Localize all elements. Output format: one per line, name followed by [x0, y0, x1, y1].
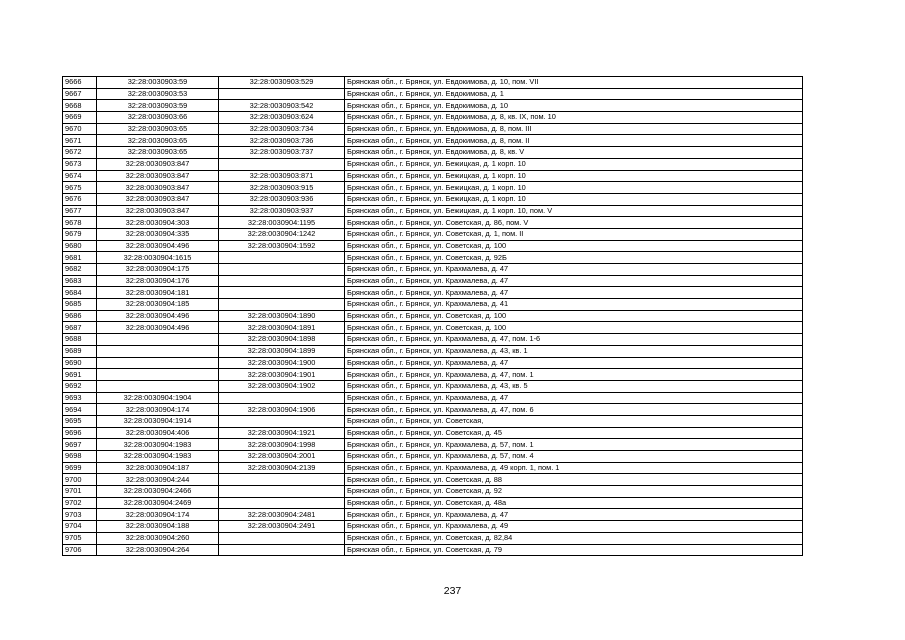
row-number-cell: 9705 — [63, 532, 97, 544]
premises-cadastral-number-cell: 32:28:0030904:2139 — [219, 462, 345, 474]
address-cell: Брянская обл., г. Брянск, ул. Бежицкая, д. 1 корп. 10, пом. V — [345, 205, 803, 217]
cadastral-number-cell: 32:28:0030904:303 — [97, 217, 219, 229]
address-cell: Брянская обл., г. Брянск, ул. Бежицкая, д. 1 корп. 10 — [345, 182, 803, 194]
row-number-cell: 9670 — [63, 123, 97, 135]
address-cell: Брянская обл., г. Брянск, ул. Евдокимова, д. 8, кв. V — [345, 147, 803, 159]
row-number-cell: 9681 — [63, 252, 97, 264]
address-cell: Брянская обл., г. Брянск, ул. Советская, д. 48а — [345, 497, 803, 509]
premises-cadastral-number-cell: 32:28:0030904:1906 — [219, 404, 345, 416]
table-row — [63, 486, 803, 498]
address-cell: Брянская обл., г. Брянск, ул. Советская, д. 82,84 — [345, 532, 803, 544]
address-cell: Брянская обл., г. Брянск, ул. Крахмалева, д. 57, пом. 1 — [345, 439, 803, 451]
row-number-cell: 9666 — [63, 77, 97, 89]
premises-cadastral-number-cell: 32:28:0030904:1921 — [219, 427, 345, 439]
premises-cadastral-number-cell: 32:28:0030903:936 — [219, 193, 345, 205]
table-row — [63, 112, 803, 124]
cadastral-number-cell: 32:28:0030904:335 — [97, 228, 219, 240]
premises-cadastral-number-cell: 32:28:0030903:737 — [219, 147, 345, 159]
table-row — [63, 240, 803, 252]
premises-cadastral-number-cell — [219, 486, 345, 498]
premises-cadastral-number-cell: 32:28:0030904:2001 — [219, 451, 345, 463]
row-number-cell: 9702 — [63, 497, 97, 509]
address-cell: Брянская обл., г. Брянск, ул. Крахмалева, д. 49 — [345, 521, 803, 533]
table-row — [63, 521, 803, 533]
address-cell: Брянская обл., г. Брянск, ул. Евдокимова, д. 10 — [345, 100, 803, 112]
cadastral-number-cell: 32:28:0030904:406 — [97, 427, 219, 439]
table-row — [63, 451, 803, 463]
table-row — [63, 193, 803, 205]
cadastral-number-cell: 32:28:0030904:1983 — [97, 451, 219, 463]
address-cell: Брянская обл., г. Брянск, ул. Крахмалева, д. 41 — [345, 299, 803, 311]
table-row — [63, 135, 803, 147]
cadastral-number-cell — [97, 357, 219, 369]
row-number-cell: 9671 — [63, 135, 97, 147]
premises-cadastral-number-cell — [219, 88, 345, 100]
table-row — [63, 380, 803, 392]
table-row — [63, 509, 803, 521]
row-number-cell: 9697 — [63, 439, 97, 451]
cadastral-number-cell: 32:28:0030904:188 — [97, 521, 219, 533]
address-cell: Брянская обл., г. Брянск, ул. Советская, д. 1, пом. II — [345, 228, 803, 240]
premises-cadastral-number-cell — [219, 252, 345, 264]
table-row — [63, 474, 803, 486]
premises-cadastral-number-cell: 32:28:0030904:1891 — [219, 322, 345, 334]
table-row — [63, 205, 803, 217]
table-row — [63, 357, 803, 369]
address-cell: Брянская обл., г. Брянск, ул. Крахмалева, д. 47 — [345, 392, 803, 404]
cadastral-number-cell: 32:28:0030904:264 — [97, 544, 219, 556]
row-number-cell: 9672 — [63, 147, 97, 159]
address-cell: Брянская обл., г. Брянск, ул. Крахмалева, д. 47, пом. 6 — [345, 404, 803, 416]
address-cell: Брянская обл., г. Брянск, ул. Советская, — [345, 415, 803, 427]
premises-cadastral-number-cell — [219, 474, 345, 486]
row-number-cell: 9677 — [63, 205, 97, 217]
row-number-cell: 9690 — [63, 357, 97, 369]
premises-cadastral-number-cell — [219, 544, 345, 556]
cadastral-number-cell: 32:28:0030903:65 — [97, 147, 219, 159]
cadastral-number-cell: 32:28:0030903:847 — [97, 158, 219, 170]
row-number-cell: 9698 — [63, 451, 97, 463]
cadastral-number-cell: 32:28:0030904:260 — [97, 532, 219, 544]
premises-cadastral-number-cell: 32:28:0030903:624 — [219, 112, 345, 124]
table-row — [63, 275, 803, 287]
table-row — [63, 462, 803, 474]
table-row — [63, 439, 803, 451]
address-cell: Брянская обл., г. Брянск, ул. Бежицкая, д. 1 корп. 10 — [345, 170, 803, 182]
cadastral-number-cell: 32:28:0030903:847 — [97, 193, 219, 205]
address-cell: Брянская обл., г. Брянск, ул. Крахмалева, д. 47 — [345, 509, 803, 521]
address-cell: Брянская обл., г. Брянск, ул. Советская, д. 100 — [345, 322, 803, 334]
address-cell: Брянская обл., г. Брянск, ул. Крахмалева, д. 47 — [345, 287, 803, 299]
row-number-cell: 9694 — [63, 404, 97, 416]
cadastral-number-cell: 32:28:0030904:1904 — [97, 392, 219, 404]
cadastral-number-cell — [97, 380, 219, 392]
address-cell: Брянская обл., г. Брянск, ул. Бежицкая, д. 1 корп. 10 — [345, 193, 803, 205]
premises-cadastral-number-cell: 32:28:0030904:1901 — [219, 369, 345, 381]
premises-cadastral-number-cell: 32:28:0030903:915 — [219, 182, 345, 194]
row-number-cell: 9686 — [63, 310, 97, 322]
cadastral-number-cell: 32:28:0030904:176 — [97, 275, 219, 287]
table-row — [63, 158, 803, 170]
row-number-cell: 9676 — [63, 193, 97, 205]
premises-cadastral-number-cell: 32:28:0030903:734 — [219, 123, 345, 135]
table-row — [63, 88, 803, 100]
cadastral-number-cell: 32:28:0030904:244 — [97, 474, 219, 486]
row-number-cell: 9703 — [63, 509, 97, 521]
cadastral-number-cell: 32:28:0030904:496 — [97, 310, 219, 322]
cadastral-number-cell: 32:28:0030903:847 — [97, 205, 219, 217]
cadastral-number-cell: 32:28:0030903:53 — [97, 88, 219, 100]
row-number-cell: 9692 — [63, 380, 97, 392]
table-row — [63, 497, 803, 509]
address-cell: Брянская обл., г. Брянск, ул. Советская, д. 88 — [345, 474, 803, 486]
premises-cadastral-number-cell — [219, 158, 345, 170]
cadastral-number-cell — [97, 334, 219, 346]
table-row — [63, 217, 803, 229]
premises-cadastral-number-cell: 32:28:0030903:542 — [219, 100, 345, 112]
table-row — [63, 299, 803, 311]
row-number-cell: 9667 — [63, 88, 97, 100]
table-row — [63, 544, 803, 556]
row-number-cell: 9684 — [63, 287, 97, 299]
premises-cadastral-number-cell — [219, 532, 345, 544]
row-number-cell: 9668 — [63, 100, 97, 112]
cadastral-number-cell: 32:28:0030904:496 — [97, 240, 219, 252]
cadastral-number-cell: 32:28:0030904:2469 — [97, 497, 219, 509]
premises-cadastral-number-cell: 32:28:0030904:1898 — [219, 334, 345, 346]
row-number-cell: 9704 — [63, 521, 97, 533]
premises-cadastral-number-cell — [219, 415, 345, 427]
premises-cadastral-number-cell: 32:28:0030903:937 — [219, 205, 345, 217]
row-number-cell: 9700 — [63, 474, 97, 486]
table-row — [63, 170, 803, 182]
table-row — [63, 147, 803, 159]
cadastral-number-cell: 32:28:0030904:1615 — [97, 252, 219, 264]
cadastral-number-cell: 32:28:0030904:2466 — [97, 486, 219, 498]
row-number-cell: 9693 — [63, 392, 97, 404]
table-row — [63, 345, 803, 357]
row-number-cell: 9701 — [63, 486, 97, 498]
premises-cadastral-number-cell: 32:28:0030904:1900 — [219, 357, 345, 369]
cadastral-number-cell — [97, 369, 219, 381]
address-cell: Брянская обл., г. Брянск, ул. Крахмалева, д. 47 — [345, 264, 803, 276]
table-row — [63, 182, 803, 194]
cadastral-number-cell: 32:28:0030903:65 — [97, 123, 219, 135]
row-number-cell: 9685 — [63, 299, 97, 311]
address-cell: Брянская обл., г. Брянск, ул. Бежицкая, д. 1 корп. 10 — [345, 158, 803, 170]
row-number-cell: 9682 — [63, 264, 97, 276]
table-row — [63, 404, 803, 416]
row-number-cell: 9699 — [63, 462, 97, 474]
row-number-cell: 9675 — [63, 182, 97, 194]
table-row — [63, 427, 803, 439]
address-cell: Брянская обл., г. Брянск, ул. Евдокимова, д. 8, кв. IX, пом. 10 — [345, 112, 803, 124]
address-cell: Брянская обл., г. Брянск, ул. Крахмалева, д. 47, пом. 1-6 — [345, 334, 803, 346]
table-row — [63, 310, 803, 322]
premises-cadastral-number-cell — [219, 497, 345, 509]
premises-cadastral-number-cell: 32:28:0030904:1902 — [219, 380, 345, 392]
row-number-cell: 9695 — [63, 415, 97, 427]
table-row — [63, 287, 803, 299]
cadastral-number-cell: 32:28:0030904:174 — [97, 404, 219, 416]
premises-cadastral-number-cell — [219, 275, 345, 287]
cadastral-number-cell: 32:28:0030904:1983 — [97, 439, 219, 451]
cadastral-number-cell: 32:28:0030904:187 — [97, 462, 219, 474]
table-row — [63, 77, 803, 89]
table-row — [63, 532, 803, 544]
cadastral-number-cell: 32:28:0030904:496 — [97, 322, 219, 334]
address-cell: Брянская обл., г. Брянск, ул. Советская, д. 100 — [345, 240, 803, 252]
premises-cadastral-number-cell: 32:28:0030904:1899 — [219, 345, 345, 357]
table-row — [63, 264, 803, 276]
row-number-cell: 9674 — [63, 170, 97, 182]
page-number: 237 — [443, 585, 462, 597]
premises-cadastral-number-cell: 32:28:0030904:1890 — [219, 310, 345, 322]
address-cell: Брянская обл., г. Брянск, ул. Крахмалева, д. 43, кв. 1 — [345, 345, 803, 357]
row-number-cell: 9696 — [63, 427, 97, 439]
address-cell: Брянская обл., г. Брянск, ул. Крахмалева, д. 47, пом. 1 — [345, 369, 803, 381]
premises-cadastral-number-cell — [219, 392, 345, 404]
premises-cadastral-number-cell: 32:28:0030904:1195 — [219, 217, 345, 229]
address-cell: Брянская обл., г. Брянск, ул. Евдокимова, д. 1 — [345, 88, 803, 100]
address-cell: Брянская обл., г. Брянск, ул. Крахмалева, д. 57, пом. 4 — [345, 451, 803, 463]
cadastral-number-cell: 32:28:0030903:847 — [97, 170, 219, 182]
address-cell: Брянская обл., г. Брянск, ул. Евдокимова, д. 8, пом. II — [345, 135, 803, 147]
row-number-cell: 9689 — [63, 345, 97, 357]
premises-cadastral-number-cell: 32:28:0030904:2481 — [219, 509, 345, 521]
premises-cadastral-number-cell — [219, 264, 345, 276]
table-row — [63, 252, 803, 264]
cadastral-number-cell: 32:28:0030903:65 — [97, 135, 219, 147]
cadastral-number-cell: 32:28:0030903:59 — [97, 77, 219, 89]
row-number-cell: 9688 — [63, 334, 97, 346]
cadastral-number-cell: 32:28:0030904:174 — [97, 509, 219, 521]
cadastral-number-cell: 32:28:0030903:59 — [97, 100, 219, 112]
cadastral-table-body — [63, 77, 803, 556]
address-cell: Брянская обл., г. Брянск, ул. Советская, д. 45 — [345, 427, 803, 439]
row-number-cell: 9679 — [63, 228, 97, 240]
row-number-cell: 9678 — [63, 217, 97, 229]
table-row — [63, 322, 803, 334]
address-cell: Брянская обл., г. Брянск, ул. Советская, д. 86, пом. V — [345, 217, 803, 229]
premises-cadastral-number-cell: 32:28:0030904:1998 — [219, 439, 345, 451]
row-number-cell: 9680 — [63, 240, 97, 252]
cadastral-number-cell: 32:28:0030904:185 — [97, 299, 219, 311]
premises-cadastral-number-cell: 32:28:0030903:529 — [219, 77, 345, 89]
row-number-cell: 9683 — [63, 275, 97, 287]
table-row — [63, 123, 803, 135]
address-cell: Брянская обл., г. Брянск, ул. Крахмалева, д. 47 — [345, 357, 803, 369]
address-cell: Брянская обл., г. Брянск, ул. Крахмалева, д. 49 корп. 1, пом. 1 — [345, 462, 803, 474]
table-row — [63, 369, 803, 381]
address-cell: Брянская обл., г. Брянск, ул. Советская, д. 92 — [345, 486, 803, 498]
cadastral-number-cell: 32:28:0030904:1914 — [97, 415, 219, 427]
cadastral-number-cell: 32:28:0030903:847 — [97, 182, 219, 194]
cadastral-number-cell: 32:28:0030904:175 — [97, 264, 219, 276]
row-number-cell: 9691 — [63, 369, 97, 381]
premises-cadastral-number-cell: 32:28:0030904:1592 — [219, 240, 345, 252]
address-cell: Брянская обл., г. Брянск, ул. Крахмалева, д. 43, кв. 5 — [345, 380, 803, 392]
premises-cadastral-number-cell — [219, 287, 345, 299]
cadastral-number-cell: 32:28:0030904:181 — [97, 287, 219, 299]
premises-cadastral-number-cell: 32:28:0030903:736 — [219, 135, 345, 147]
cadastral-number-cell — [97, 345, 219, 357]
address-cell: Брянская обл., г. Брянск, ул. Советская, д. 100 — [345, 310, 803, 322]
cadastral-number-cell: 32:28:0030903:66 — [97, 112, 219, 124]
row-number-cell: 9673 — [63, 158, 97, 170]
address-cell: Брянская обл., г. Брянск, ул. Евдокимова, д. 10, пом. VII — [345, 77, 803, 89]
premises-cadastral-number-cell: 32:28:0030903:871 — [219, 170, 345, 182]
address-cell: Брянская обл., г. Брянск, ул. Советская, д. 79 — [345, 544, 803, 556]
premises-cadastral-number-cell: 32:28:0030904:1242 — [219, 228, 345, 240]
table-row — [63, 334, 803, 346]
row-number-cell: 9669 — [63, 112, 97, 124]
premises-cadastral-number-cell — [219, 299, 345, 311]
table-row — [63, 392, 803, 404]
table-row — [63, 100, 803, 112]
address-cell: Брянская обл., г. Брянск, ул. Евдокимова, д. 8, пом. III — [345, 123, 803, 135]
cadastral-table — [62, 76, 803, 556]
row-number-cell: 9706 — [63, 544, 97, 556]
table-row — [63, 415, 803, 427]
address-cell: Брянская обл., г. Брянск, ул. Крахмалева, д. 47 — [345, 275, 803, 287]
address-cell: Брянская обл., г. Брянск, ул. Советская, д. 92Б — [345, 252, 803, 264]
premises-cadastral-number-cell: 32:28:0030904:2491 — [219, 521, 345, 533]
table-row — [63, 228, 803, 240]
row-number-cell: 9687 — [63, 322, 97, 334]
